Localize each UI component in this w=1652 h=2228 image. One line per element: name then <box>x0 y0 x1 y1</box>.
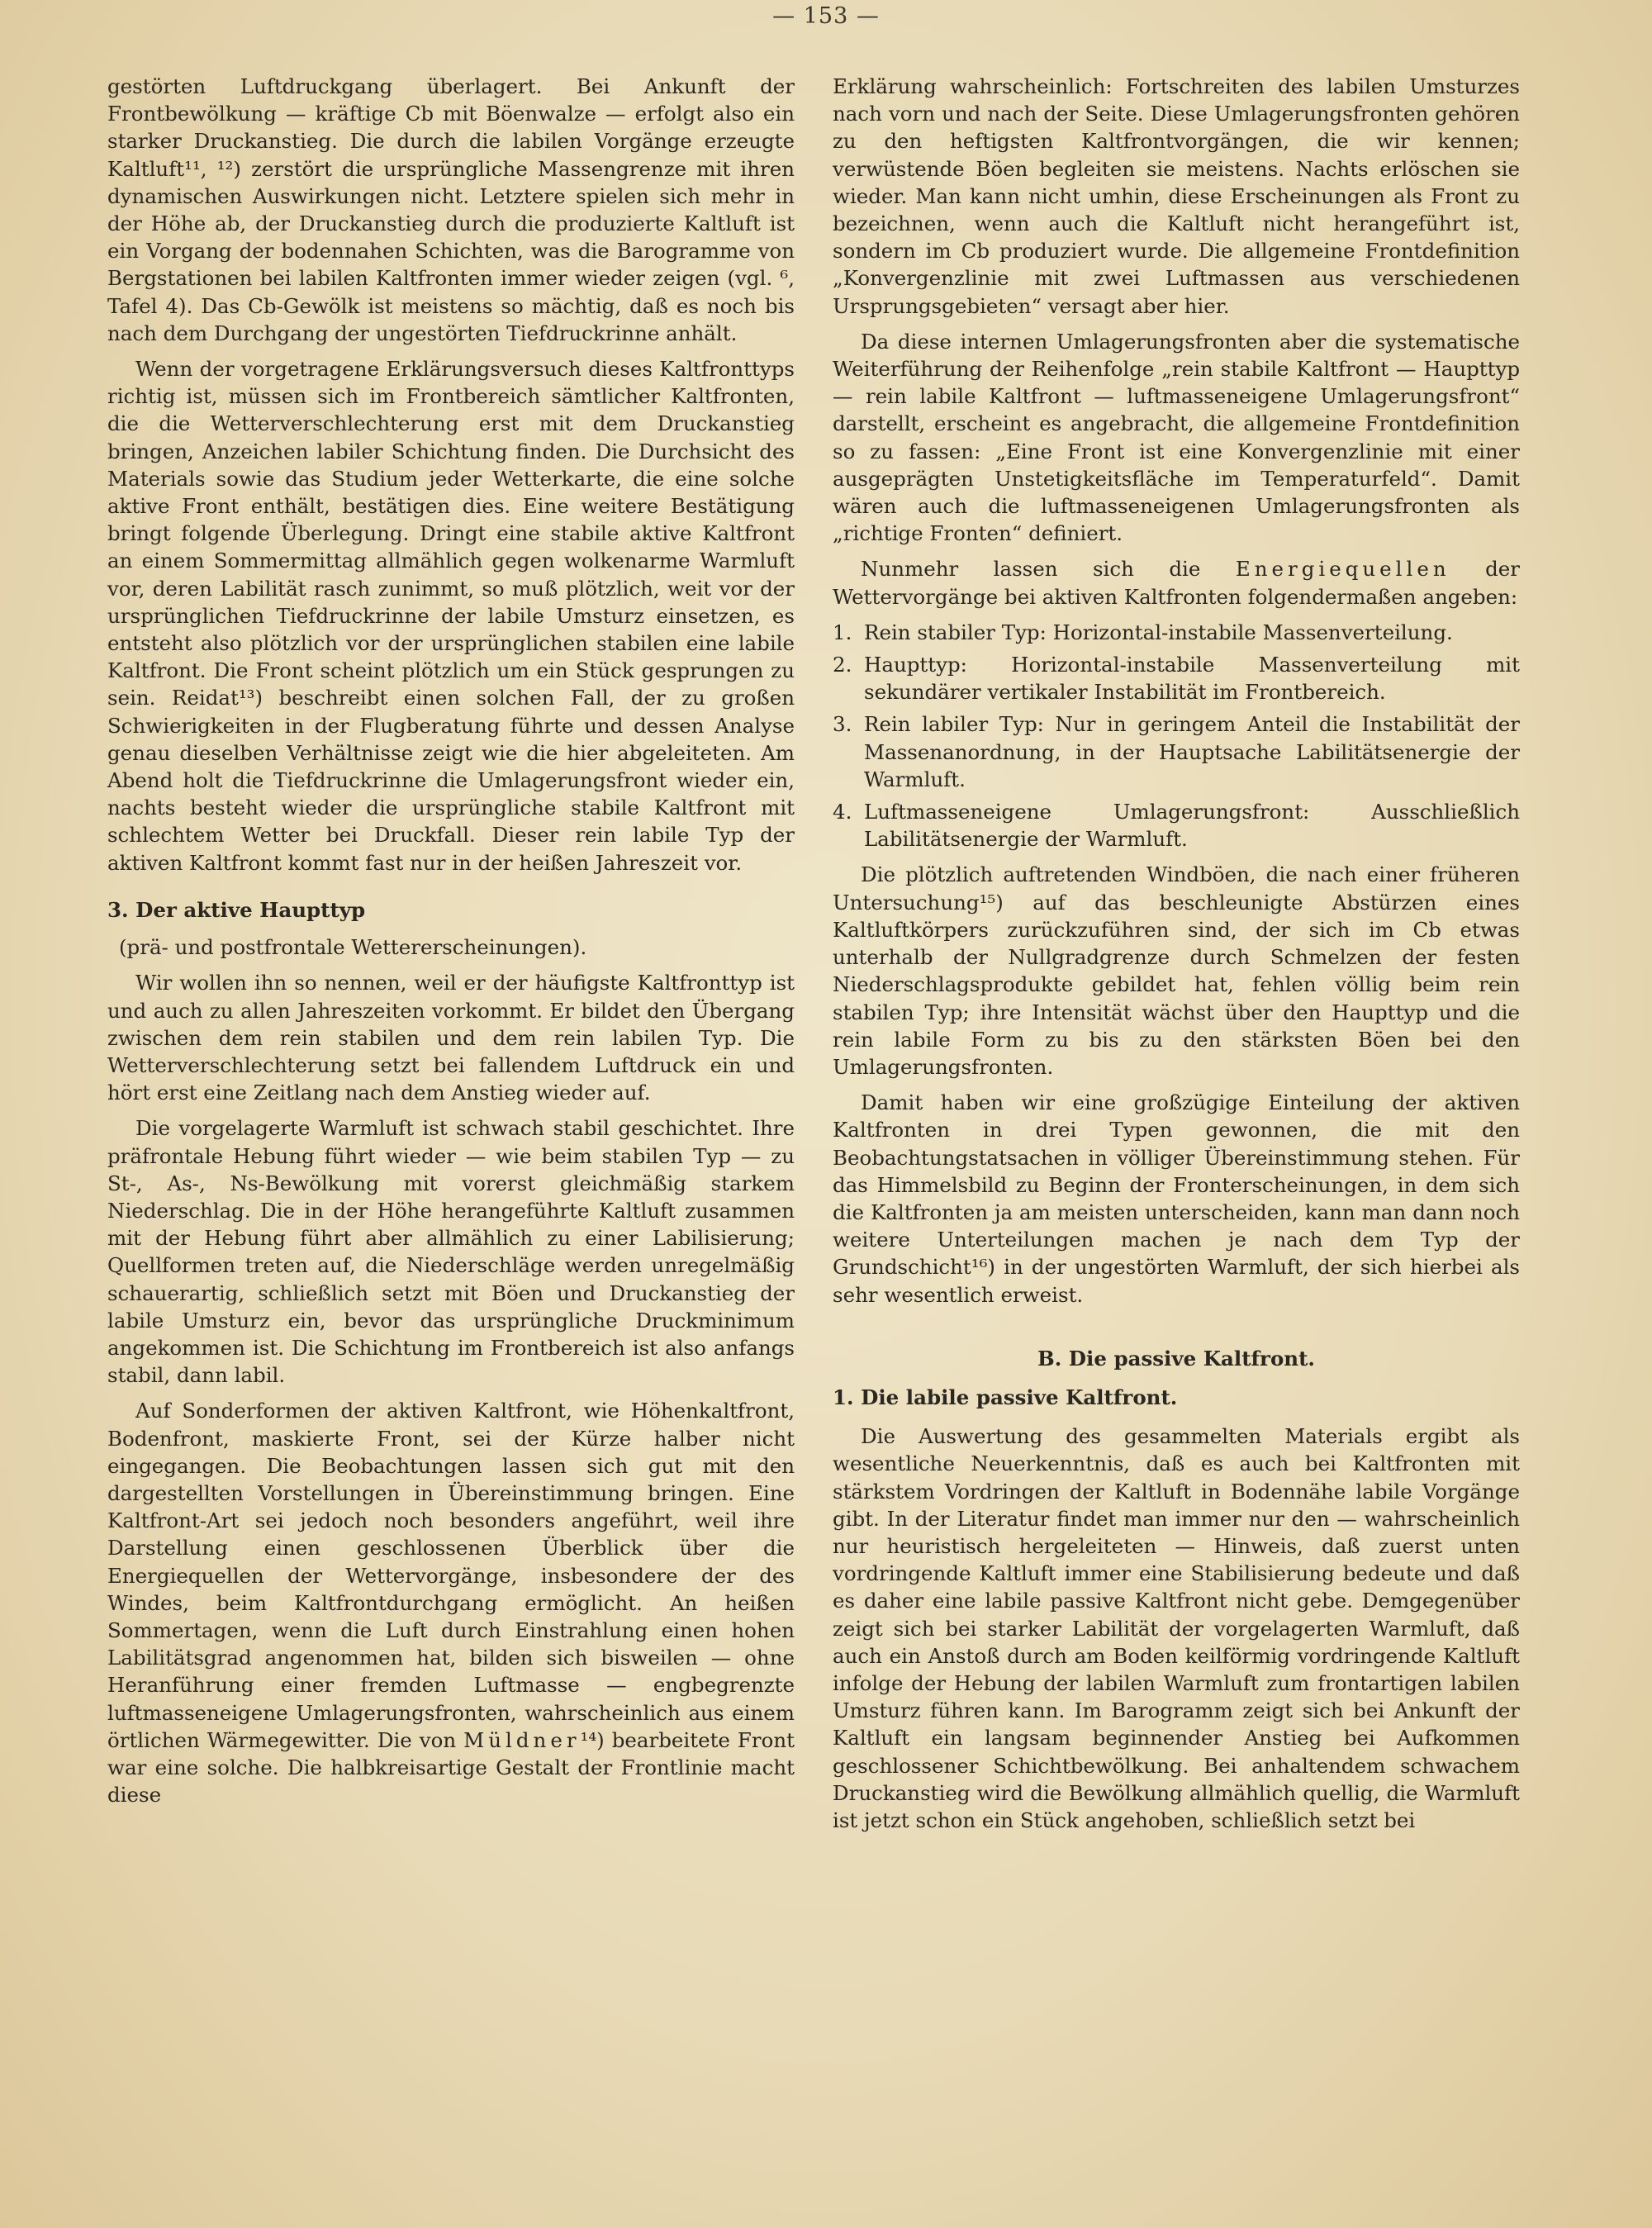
section-subheading: (prä- und postfrontale Wettererscheinungen). <box>119 935 587 960</box>
paragraph: Die plötzlich auftretenden Windböen, die nach einer früheren Untersuchung¹⁵) auf das beschleunigte Abstürzen eines Kaltluftkörpers zurückzuführen sind, der sich im Cb etwas unterhalb der Nullgradgrenze durch Schmelzen der festen Niederschlagsprodukte gebildet hat, fehlen völlig beim rein stabilen Typ; ihre Intensität wächst über den Haupttyp und die rein labile Form zu bis zu den stärksten Böen bei den Umlagerungsfronten. <box>833 862 1520 1079</box>
list-number: 2. <box>833 653 852 677</box>
subsection-heading: 1. Die labile passive Kaltfront. <box>833 1385 1178 1409</box>
author-name: Müldner <box>463 1727 581 1752</box>
paragraph: Wenn der vorgetragene Erklärungsversuch dieses Kaltfronttyps richtig ist, müssen sich im Frontbereich sämtlicher Kaltfronten, die die Wetterverschlechterung erst mit dem Druckanstieg bringen, Anzeichen labiler Schichtung finden. Die Durchsicht des Materials sowie das Studium jeder Wetterkarte, die eine solche aktive Front enthält, bestätigen dies. Eine weitere Bestätigung bringt folgende Überlegung. Dringt eine stabile aktive Kaltfront an einem Sommermittag allmählich gegen wolkenarme Warmluft vor, deren Labilität rasch zunimmt, so muß plötzlich, weit vor der ursprünglichen Tiefdruckrinne der labile Umsturz einsetzen, es entsteht also plötzlich vor der ursprünglichen stabilen eine labile Kaltfront. Die Front scheint plötzlich um ein Stück gesprungen zu sein. Reidat¹³) beschreibt einen solchen Fall, der zu großen Schwierigkeiten in der Flugberatung führte und dessen Analyse genau dieselben Verhältnisse zeigt wie die hier abgeleiteten. Am Abend holt die Tiefdruckrinne die Umlagerungsfront wieder ein, nachts besteht wieder die ursprüngliche stabile Kaltfront mit schlechtem Wetter bei Druckfall. Dieser rein labile Typ der aktiven Kaltfront kommt fast nur in der heißen Jahreszeit vor. <box>107 357 795 875</box>
list-item <box>833 798 1520 853</box>
paragraph: gestörten Luftdruckgang überlagert. Bei Ankunft der Frontbewölkung — kräftige Cb mit Böenwalze — erfolgt also ein starker Druckanstieg. Die durch die labilen Vorgänge erzeugte Kaltluft¹¹, ¹²) zerstört die ursprüngliche Massengrenze mit ihren dynamischen Auswirkungen nicht. Letztere spielen sich mehr in der Höhe ab, der Druckanstieg durch die produzierte Kaltluft ist ein Vorgang der bodennahen Schichten, was die Barogramme von Bergstationen bei labilen Kaltfronten immer wieder zeigen (vgl. ⁶, Tafel 4). Das Cb-Gewölk ist meistens so mächtig, daß es noch bis nach dem Durchgang der ungestörten Tiefdruckrinne anhält. <box>107 74 795 345</box>
energy-source-list <box>833 619 1520 853</box>
paragraph <box>107 1397 795 1808</box>
list-number: 1. <box>833 620 852 644</box>
paragraph: Wir wollen ihn so nennen, weil er der häufigste Kaltfronttyp ist und auch zu allen Jahreszeiten vorkommt. Er bildet den Übergang zwischen dem rein stabilen und dem rein labilen Typ. Die Wetterverschlechterung setzt bei fallendem Luftdruck ein und hört erst eine Zeitlang nach dem Anstieg wieder auf. <box>107 971 795 1105</box>
paragraph <box>833 555 1520 610</box>
list-text: Luftmasseneigene Umlagerungsfront: Ausschließlich Labilitätsenergie der Warmluft. <box>864 800 1520 852</box>
paragraph: Damit haben wir eine großzügige Einteilung der aktiven Kaltfronten in drei Typen gewonnen, die mit den Beobachtungstatsachen in völliger Übereinstimmung stehen. Für das Himmelsbild zu Beginn der Fronterscheinungen, in dem sich die Kaltfronten ja am meisten unterscheiden, kann man dann noch weitere Unterteilungen machen je nach dem Typ der Grundschicht¹⁶) in der ungestörten Warmluft, der sich hierbei als sehr wesentlich erweist. <box>833 1090 1520 1307</box>
text-run: ¹⁴) bearbeitete Front war eine solche. Die halbkreisartige Gestalt der Frontlinie macht diese <box>107 1727 795 1808</box>
page-number: — 153 — <box>772 3 880 29</box>
list-text: Rein labiler Typ: Nur in geringem Anteil die Instabilität der Massenanordnung, in der Hauptsache Labilitätsenergie der Warmluft. <box>864 712 1520 791</box>
list-number: 3. <box>833 712 852 737</box>
left-column <box>107 73 795 1817</box>
section-heading: 3. Der aktive Haupttyp <box>107 897 366 922</box>
list-text: Rein stabiler Typ: Horizontal-instabile Massenverteilung. <box>864 620 1453 644</box>
section-heading: B. Die passive Kaltfront. <box>1037 1346 1315 1371</box>
paragraph: Da diese internen Umlagerungsfronten aber die systematische Weiterführung der Reihenfolge „rein stabile Kaltfront — Haupttyp — rein labile Kaltfront — luftmasseneigene Umlagerungsfront“ darstellt, erscheint es angebracht, die allgemeine Frontdefinition so zu fassen: „Eine Front ist eine Konvergenzlinie mit einer ausgeprägten Unstetigkeitsfläche im Temperaturfeld“. Damit wären auch die luftmasseneigenen Umlagerungsfronten als „richtige Fronten“ definiert. <box>833 329 1520 546</box>
paragraph: Die Auswertung des gesammelten Materials ergibt als wesentliche Neuerkenntnis, daß es auch bei Kaltfronten mit stärkstem Vordringen der Kaltluft in Bodennähe labile Vorgänge gibt. In der Literatur findet man immer nur den — wahrscheinlich nur heuristisch hergeleiteten — Hinweis, daß zuerst unten vordringende Kaltluft immer eine Stabilisierung bedeute und daß es daher eine labile passive Kaltfront nicht gebe. Demgegenüber zeigt sich bei starker Labilität der vorgelagerten Warmluft, daß auch ein Anstoß durch am Boden keilförmig vordringende Kaltluft infolge der Hebung der labilen Warmluft zum frontartigen labilen Umsturz führen kann. Im Barogramm zeigt sich bei Ankunft der Kaltluft ein langsam beginnender Anstieg bei Aufkommen geschlossener Schichtbewölkung. Bei anhaltendem schwachem Druckanstieg wird die Bewölkung allmählich quellig, die Warmluft ist jetzt schon ein Stück angehoben, schließlich setzt bei <box>833 1424 1520 1832</box>
text-run: Nunmehr lassen sich die <box>861 557 1201 582</box>
emphasized-term: Energiequellen <box>1235 557 1450 582</box>
list-item <box>833 651 1520 705</box>
list-item <box>833 710 1520 793</box>
paragraph: Erklärung wahrscheinlich: Fortschreiten des labilen Umsturzes nach vorn und nach der Seite. Diese Umlagerungsfronten gehören zu den heftigsten Kaltfrontvorgängen, die wir kennen; verwüstende Böen begleiten sie meistens. Nachts erlöschen sie wieder. Man kann nicht umhin, diese Erscheinungen als Front zu bezeichnen, wenn auch die Kaltluft nicht herangeführt ist, sondern im Cb produziert wurde. Die allgemeine Frontdefinition „Konvergenzlinie mit zwei Luftmassen aus verschiedenen Ursprungsgebieten“ versagt aber hier. <box>833 74 1520 318</box>
list-item <box>833 619 1520 646</box>
text-run: Auf Sonderformen der aktiven Kaltfront, wie Höhenkaltfront, Bodenfront, maskierte Front, sei der Kürze halber nicht eingegangen. Die Beobachtungen lassen sich gut mit den dargestellten Vorstellungen in Übereinstimmung bringen. Eine Kaltfront-Art sei jedoch noch besonders angeführt, weil ihre Darstellung einen geschlossenen Überblick über die Energiequellen der Wettervorgänge, insbesondere der des Windes, beim Kaltfrontdurchgang ermöglicht. An heißen Sommertagen, wenn die Luft durch Einstrahlung einen hohen Labilitätsgrad angenommen hat, bilden sich bisweilen — ohne Heranführung einer fremden Luftmasse — engbegrenzte luftmasseneigene Umlagerungsfronten, wahrscheinlich aus einem örtlichen Wärmegewitter. Die von <box>107 1399 795 1752</box>
right-column <box>833 73 1520 1842</box>
list-number: 4. <box>833 800 852 824</box>
paragraph: Die vorgelagerte Warmluft ist schwach stabil geschichtet. Ihre präfrontale Hebung führt wieder — wie beim stabilen Typ — zu St-, As-, Ns-Bewölkung mit vorerst gleichmäßig starkem Niederschlag. Die in der Höhe herangeführte Kaltluft zusammen mit der Hebung führt aber allmählich zu einer Labilisierung; Quellformen treten auf, die Niederschläge werden unregelmäßig schauerartig, schließlich setzt mit Böen und Druckanstieg der labile Umsturz ein, bevor das ursprüngliche Druckminimum angekommen ist. Die Schichtung im Frontbereich ist also anfangs stabil, dann labil. <box>107 1116 795 1388</box>
text-run: der Wettervorgänge bei aktiven Kaltfronten folgendermaßen angeben: <box>833 557 1520 609</box>
list-text: Haupttyp: Horizontal-instabile Massenverteilung mit sekundärer vertikaler Instabilität im Frontbereich. <box>864 653 1520 705</box>
